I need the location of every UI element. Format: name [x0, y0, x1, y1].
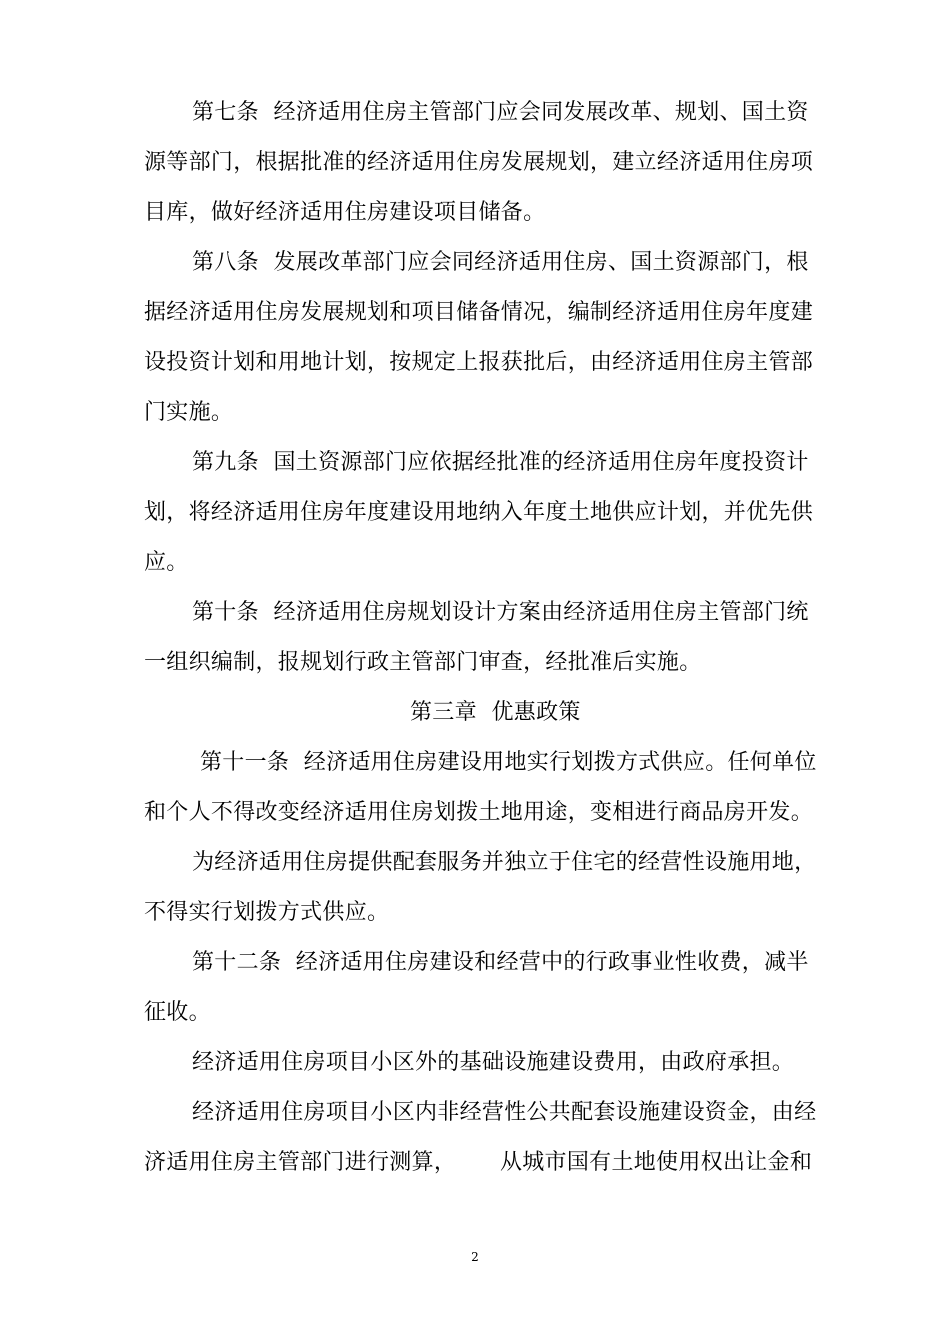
text-line: 门实施。	[144, 400, 234, 425]
chapter-heading: 第三章 优惠政策	[410, 700, 581, 725]
text-line: 设投资计划和用地计划，按规定上报获批后，由经济适用住房主管部	[144, 350, 814, 375]
text-line: 源等部门，根据批准的经济适用住房发展规划，建立经济适用住房项	[144, 150, 814, 175]
text-line: 不得实行划拨方式供应。	[144, 900, 390, 925]
text-line: 目库，做好经济适用住房建设项目储备。	[144, 200, 546, 225]
text-line: 划，将经济适用住房年度建设用地纳入年度土地供应计划，并优先供	[144, 500, 814, 525]
text-line: 据经济适用住房发展规划和项目储备情况，编制经济适用住房年度建	[144, 300, 814, 325]
text-line: 第七条 经济适用住房主管部门应会同发展改革、规划、国土资	[192, 100, 809, 125]
text-line: 第十条 经济适用住房规划设计方案由经济适用住房主管部门统	[192, 600, 809, 625]
text-line: 第十二条 经济适用住房建设和经营中的行政事业性收费，减半	[192, 950, 809, 975]
text-line: 第十一条 经济适用住房建设用地实行划拨方式供应。任何单位	[200, 750, 817, 775]
text-line: 应。	[144, 550, 189, 575]
text-line: 经济适用住房项目小区外的基础设施建设费用，由政府承担。	[192, 1050, 795, 1075]
text-line: 第八条 发展改革部门应会同经济适用住房、国土资源部门，根	[192, 250, 809, 275]
text-line: 济适用住房主管部门进行测算， 从城市国有土地使用权出让金和	[144, 1150, 813, 1175]
page-number: 2	[471, 1250, 479, 1264]
text-line: 为经济适用住房提供配套服务并独立于住宅的经营性设施用地，	[192, 850, 817, 875]
text-line: 经济适用住房项目小区内非经营性公共配套设施建设资金，由经	[192, 1100, 817, 1125]
text-line: 和个人不得改变经济适用住房划拨土地用途，变相进行商品房开发。	[144, 800, 814, 825]
text-line: 一组织编制，报规划行政主管部门审查，经批准后实施。	[144, 650, 702, 675]
text-line: 第九条 国土资源部门应依据经批准的经济适用住房年度投资计	[192, 450, 809, 475]
text-line: 征收。	[144, 1000, 211, 1025]
